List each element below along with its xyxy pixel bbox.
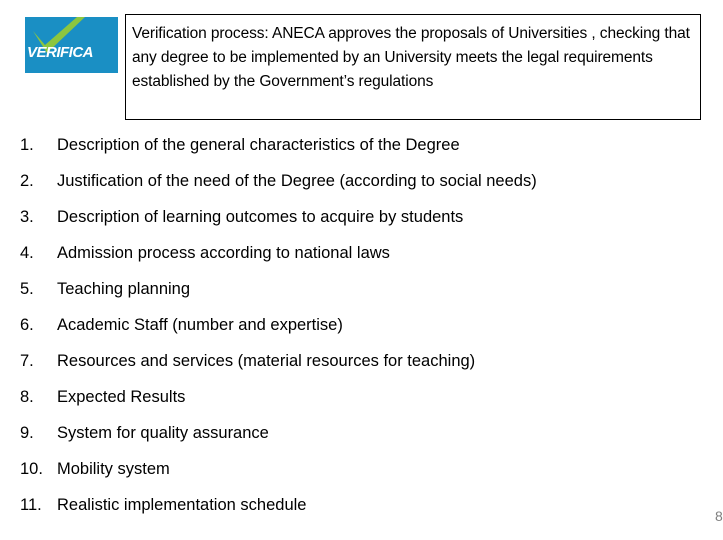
item-number: 1.: [20, 136, 34, 154]
verification-callout: [125, 14, 701, 120]
logo-text: VERIFICA: [27, 44, 94, 61]
item-text: Teaching planning: [57, 280, 191, 298]
list-item: [20, 127, 537, 163]
item-number: 11.: [20, 496, 42, 514]
list-item: [20, 163, 537, 199]
list-item: [20, 343, 537, 379]
item-number: 6.: [20, 316, 34, 334]
item-text: System for quality assurance: [57, 424, 269, 442]
item-text: Mobility system: [57, 460, 170, 478]
item-text: Expected Results: [57, 388, 186, 406]
list-item: [20, 307, 537, 343]
item-text: Resources and services (material resources for teaching): [57, 352, 476, 370]
item-text: Realistic implementation schedule: [57, 496, 307, 514]
item-number: 2.: [20, 172, 34, 190]
item-number: 7.: [20, 352, 34, 370]
item-number: 8.: [20, 388, 34, 406]
callout-text: Verification process: ANECA approves the proposals of Universities , checking that any degree to be implemented by an University meets the legal requirements established by the Government’s regulations: [132, 25, 690, 90]
page-number: 8: [715, 508, 723, 524]
list-item: [20, 415, 537, 451]
item-number: 5.: [20, 280, 34, 298]
item-text: Justification of the need of the Degree (according to social needs): [57, 172, 537, 190]
item-text: Academic Staff (number and expertise): [57, 316, 343, 334]
list-item: [20, 451, 537, 487]
item-number: 3.: [20, 208, 34, 226]
criteria-list: [20, 127, 537, 523]
list-item: [20, 487, 537, 523]
item-number: 10.: [20, 460, 43, 478]
item-text: Admission process according to national laws: [57, 244, 390, 262]
verifica-logo: [25, 17, 118, 73]
list-item: [20, 199, 537, 235]
item-text: Description of learning outcomes to acquire by students: [57, 208, 464, 226]
list-item: [20, 379, 537, 415]
item-number: 9.: [20, 424, 34, 442]
list-item: [20, 235, 537, 271]
item-text: Description of the general characteristics of the Degree: [57, 136, 460, 154]
item-number: 4.: [20, 244, 34, 262]
list-item: [20, 271, 537, 307]
